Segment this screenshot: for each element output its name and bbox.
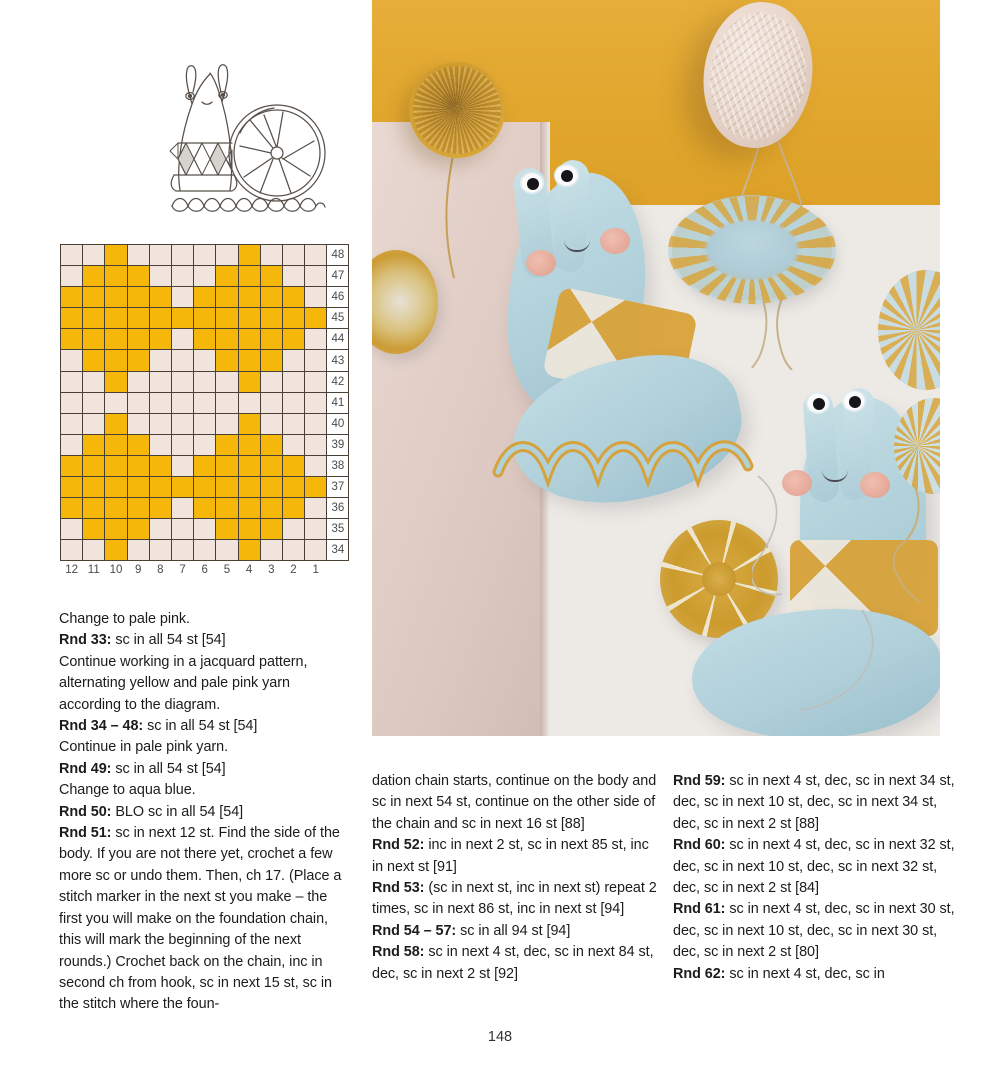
chart-cell bbox=[105, 266, 127, 287]
chart-row-label: 39 bbox=[327, 434, 349, 455]
chart-cell bbox=[194, 519, 216, 540]
chart-row bbox=[61, 287, 349, 308]
chart-cell bbox=[83, 392, 105, 413]
chart-cell bbox=[194, 350, 216, 371]
chart-cell bbox=[260, 434, 282, 455]
round-body: BLO sc in all 54 [54] bbox=[111, 803, 244, 820]
chart-cell bbox=[216, 434, 238, 455]
chart-cell bbox=[105, 498, 127, 519]
snail-1-left-cheek bbox=[526, 250, 556, 276]
round-label: Rnd 60: bbox=[673, 837, 726, 854]
chart-cell bbox=[260, 540, 282, 561]
round-label: Rnd 58: bbox=[372, 944, 425, 961]
chart-cell bbox=[83, 498, 105, 519]
chart-row bbox=[61, 329, 349, 350]
chart-cell bbox=[127, 308, 149, 329]
chart-cell bbox=[61, 540, 83, 561]
chart-cell bbox=[238, 434, 260, 455]
chart-cell bbox=[305, 540, 327, 561]
instructions-column-left bbox=[59, 609, 351, 1016]
chart-cell bbox=[83, 308, 105, 329]
round-body: sc in all 54 st [54] bbox=[111, 760, 226, 777]
chart-cell bbox=[282, 266, 304, 287]
chart-cell bbox=[238, 392, 260, 413]
chart-cell bbox=[305, 350, 327, 371]
illustration-svg bbox=[152, 58, 342, 223]
chart-cell bbox=[171, 266, 193, 287]
chart-cell bbox=[216, 392, 238, 413]
chart-cell bbox=[216, 413, 238, 434]
chart-cell bbox=[105, 392, 127, 413]
chart-cell bbox=[216, 477, 238, 498]
chart-cell bbox=[260, 329, 282, 350]
chart-cell bbox=[149, 413, 171, 434]
chart-row-label: 34 bbox=[327, 540, 349, 561]
chart-cell bbox=[260, 477, 282, 498]
chart-cell bbox=[260, 519, 282, 540]
chart-row-label: 35 bbox=[327, 519, 349, 540]
round-label: Rnd 49: bbox=[59, 760, 112, 777]
chart-cell bbox=[260, 455, 282, 476]
chart-row-label: 36 bbox=[327, 498, 349, 519]
chart-column-label: 4 bbox=[245, 564, 253, 577]
chart-cell bbox=[105, 540, 127, 561]
chart-column-label: 10 bbox=[109, 564, 123, 577]
chart-cell bbox=[305, 392, 327, 413]
chart-row bbox=[61, 266, 349, 287]
chart-cell bbox=[305, 266, 327, 287]
chart-cell bbox=[260, 266, 282, 287]
chart-row bbox=[61, 519, 349, 540]
instruction-text: dation chain starts, continue on the body and sc in next 54 st, continue on the other side of the chain and sc in next 16 st [88] bbox=[372, 773, 657, 832]
chart-cell bbox=[305, 498, 327, 519]
round-instruction bbox=[372, 878, 660, 921]
chart-cell bbox=[149, 392, 171, 413]
chart-cell bbox=[149, 245, 171, 266]
chart-cell bbox=[282, 392, 304, 413]
chart-cell bbox=[127, 266, 149, 287]
chart-column-label: 7 bbox=[179, 564, 186, 577]
chart-cell bbox=[61, 413, 83, 434]
chart-cell bbox=[305, 245, 327, 266]
chart-cell bbox=[83, 371, 105, 392]
chart-cell bbox=[127, 540, 149, 561]
round-body: sc in next 4 st, dec, sc in next 32 st, dec, sc in next 10 st, dec, sc in next 32 st, dec, sc in next 2 st [84] bbox=[673, 837, 955, 897]
instructions-column-middle bbox=[372, 771, 660, 985]
chart-cell bbox=[260, 287, 282, 308]
round-label: Rnd 59: bbox=[673, 773, 726, 789]
chart-cell bbox=[127, 371, 149, 392]
chart-cell bbox=[83, 350, 105, 371]
round-body: sc in all 54 st [54] bbox=[143, 718, 258, 735]
chart-cell bbox=[127, 498, 149, 519]
yarn-thread-mustard bbox=[432, 150, 472, 270]
chart-cell bbox=[83, 287, 105, 308]
chart-cell bbox=[260, 392, 282, 413]
chart-cell bbox=[127, 350, 149, 371]
chart-cell bbox=[105, 371, 127, 392]
chart-cell bbox=[105, 308, 127, 329]
chart-cell bbox=[238, 455, 260, 476]
chart-cell bbox=[238, 477, 260, 498]
round-instruction bbox=[673, 899, 960, 963]
chart-cell bbox=[216, 308, 238, 329]
chart-cell bbox=[194, 498, 216, 519]
chart-cell bbox=[282, 329, 304, 350]
chart-cell bbox=[238, 308, 260, 329]
crochet-snail-toys-photo bbox=[372, 0, 940, 736]
chart-cell bbox=[216, 519, 238, 540]
chart-cell bbox=[127, 329, 149, 350]
chart-row bbox=[61, 245, 349, 266]
chart-cell bbox=[216, 287, 238, 308]
chart-cell bbox=[105, 477, 127, 498]
chart-cell bbox=[127, 392, 149, 413]
chart-column-label: 9 bbox=[134, 564, 142, 577]
chart-cell bbox=[305, 287, 327, 308]
chart-cell bbox=[149, 329, 171, 350]
chart-cell bbox=[149, 434, 171, 455]
chart-cell bbox=[105, 245, 127, 266]
chart-cell bbox=[61, 371, 83, 392]
mustard-yarn-ball bbox=[409, 62, 505, 158]
chart-cell bbox=[83, 266, 105, 287]
chart-cell bbox=[83, 519, 105, 540]
chart-row-label: 44 bbox=[327, 329, 349, 350]
chart-cell bbox=[282, 477, 304, 498]
chart-cell bbox=[149, 371, 171, 392]
chart-cell bbox=[171, 392, 193, 413]
chart-column-label: 12 bbox=[65, 564, 78, 577]
chart-row-label: 42 bbox=[327, 371, 349, 392]
chart-row-label: 47 bbox=[327, 266, 349, 287]
chart-cell bbox=[282, 455, 304, 476]
chart-cell bbox=[149, 540, 171, 561]
chart-column-label: 1 bbox=[312, 564, 319, 577]
chart-row bbox=[61, 392, 349, 413]
round-label: Rnd 53: bbox=[372, 880, 425, 897]
chart-cell bbox=[61, 308, 83, 329]
chart-cell bbox=[83, 540, 105, 561]
instructions-column-right bbox=[673, 771, 960, 985]
chart-cell bbox=[105, 350, 127, 371]
chart-cell bbox=[305, 329, 327, 350]
chart-cell bbox=[83, 245, 105, 266]
round-body: inc in next 2 st, sc in next 85 st, inc in next st [91] bbox=[372, 837, 649, 875]
chart-cell bbox=[105, 329, 127, 350]
round-instruction bbox=[59, 802, 351, 823]
chart-cell bbox=[171, 287, 193, 308]
chart-cell bbox=[216, 329, 238, 350]
round-body: sc in next 12 st. Find the side of the body. If you are not there yet, crochet a few more sc or undo them. Then, ch 17. (Place a stitch marker in the next st you make – the first you will make on the foundation chain, this will mark the beginning of the next rounds.) Crochet back on the chain, inc in second ch from hook, sc in next 15 st, sc in the stitch where the foun- bbox=[59, 825, 342, 1013]
chart-cell bbox=[83, 413, 105, 434]
round-instruction bbox=[59, 823, 351, 1016]
chart-cell bbox=[238, 540, 260, 561]
round-instruction bbox=[673, 964, 960, 985]
chart-cell bbox=[194, 287, 216, 308]
chart-cell bbox=[105, 455, 127, 476]
chart-cell bbox=[194, 266, 216, 287]
chart-cell bbox=[127, 519, 149, 540]
jacquard-colourwork-chart bbox=[60, 244, 349, 583]
chart-cell bbox=[149, 308, 171, 329]
round-label: Rnd 54 – 57: bbox=[372, 922, 457, 939]
chart-cell bbox=[282, 350, 304, 371]
round-body: sc in next 4 st, dec, sc in next 30 st, dec, sc in next 10 st, dec, sc in next 30 st, dec, sc in next 2 st [80] bbox=[673, 901, 955, 961]
chart-cell bbox=[216, 266, 238, 287]
chart-cell bbox=[83, 329, 105, 350]
chart-cell bbox=[305, 434, 327, 455]
chart-row bbox=[61, 455, 349, 476]
chart-cell bbox=[194, 455, 216, 476]
chart-column-labels bbox=[61, 561, 349, 583]
round-body: sc in all 54 st [54] bbox=[111, 632, 226, 649]
chart-cell bbox=[238, 519, 260, 540]
round-body: (sc in next st, inc in next st) repeat 2 times, sc in next 86 st, inc in next st [94] bbox=[372, 880, 657, 918]
chart-cell bbox=[260, 498, 282, 519]
chart-cell bbox=[238, 413, 260, 434]
chart-cell bbox=[105, 413, 127, 434]
chart-cell bbox=[171, 434, 193, 455]
chart-row-label: 41 bbox=[327, 392, 349, 413]
chart-cell bbox=[238, 329, 260, 350]
chart-cell bbox=[61, 245, 83, 266]
chart-cell bbox=[171, 245, 193, 266]
chart-cell bbox=[238, 498, 260, 519]
chart-cell bbox=[282, 519, 304, 540]
round-label: Rnd 51: bbox=[59, 825, 112, 842]
chart-cell bbox=[194, 245, 216, 266]
chart-row bbox=[61, 540, 349, 561]
chart-cell bbox=[61, 498, 83, 519]
chart-cell bbox=[238, 350, 260, 371]
chart-cell bbox=[282, 434, 304, 455]
snail-1-right-cheek bbox=[600, 228, 630, 254]
chart-cell bbox=[238, 266, 260, 287]
chart-cell bbox=[216, 540, 238, 561]
round-label: Rnd 50: bbox=[59, 803, 112, 820]
chart-cell bbox=[61, 287, 83, 308]
round-body: sc in next 4 st, dec, sc in bbox=[725, 965, 885, 982]
chart-cell bbox=[194, 308, 216, 329]
chart-cell bbox=[171, 498, 193, 519]
chart-cell bbox=[83, 477, 105, 498]
chart-cell bbox=[282, 498, 304, 519]
chart-cell bbox=[171, 371, 193, 392]
chart-cell bbox=[194, 540, 216, 561]
chart-cell bbox=[171, 519, 193, 540]
snail-2-left-pupil bbox=[813, 398, 825, 410]
round-body: sc in next 4 st, dec, sc in next 84 st, dec, sc in next 2 st [92] bbox=[372, 944, 654, 982]
chart-cell bbox=[260, 245, 282, 266]
chart-cell bbox=[216, 350, 238, 371]
chart-cell bbox=[305, 519, 327, 540]
chart-cell bbox=[83, 434, 105, 455]
chart-row-label: 45 bbox=[327, 308, 349, 329]
chart-row bbox=[61, 413, 349, 434]
chart-cell bbox=[105, 287, 127, 308]
chart-cell bbox=[194, 434, 216, 455]
chart-cell bbox=[238, 371, 260, 392]
chart-cell bbox=[194, 413, 216, 434]
chart-cell bbox=[171, 413, 193, 434]
round-label: Rnd 33: bbox=[59, 632, 112, 649]
chart-cell bbox=[149, 455, 171, 476]
chart-column-label: 2 bbox=[290, 564, 297, 577]
chart-cell bbox=[305, 308, 327, 329]
chart-cell bbox=[282, 308, 304, 329]
chart-cell bbox=[149, 266, 171, 287]
chart-row-label: 48 bbox=[327, 245, 349, 266]
chart-cell bbox=[305, 371, 327, 392]
lemon-slice-center bbox=[702, 562, 736, 596]
instruction-text: Continue working in a jacquard pattern, alternating yellow and pale pink yarn according to the diagram. bbox=[59, 653, 308, 713]
chart-cell bbox=[149, 287, 171, 308]
chart-row bbox=[61, 498, 349, 519]
chart-cell bbox=[61, 455, 83, 476]
chart-cell bbox=[171, 329, 193, 350]
chart-grid bbox=[60, 244, 349, 583]
chart-cell bbox=[194, 477, 216, 498]
snail-1-right-pupil bbox=[561, 170, 573, 182]
chart-cell bbox=[61, 477, 83, 498]
chart-cell bbox=[260, 413, 282, 434]
chart-row-label: 38 bbox=[327, 455, 349, 476]
round-instruction bbox=[59, 630, 351, 651]
round-label: Rnd 62: bbox=[673, 965, 726, 982]
chart-cell bbox=[61, 329, 83, 350]
round-instruction bbox=[59, 716, 351, 737]
chart-cell bbox=[305, 413, 327, 434]
chart-cell bbox=[238, 287, 260, 308]
chart-column-label: 11 bbox=[87, 564, 100, 577]
chart-cell bbox=[149, 519, 171, 540]
chart-cell bbox=[127, 455, 149, 476]
round-body: sc in next 4 st, dec, sc in next 34 st, dec, sc in next 10 st, dec, sc in next 34 st, dec, sc in next 2 st [88] bbox=[673, 773, 955, 832]
round-body: sc in all 94 st [94] bbox=[456, 922, 571, 939]
chart-row bbox=[61, 350, 349, 371]
chart-column-label: 3 bbox=[268, 564, 275, 577]
chart-cell bbox=[305, 477, 327, 498]
round-instruction bbox=[59, 759, 351, 780]
chart-cell bbox=[61, 519, 83, 540]
chart-cell bbox=[282, 287, 304, 308]
chart-column-label: 5 bbox=[223, 564, 231, 577]
chart-cell bbox=[282, 245, 304, 266]
chart-cell bbox=[282, 540, 304, 561]
chart-cell bbox=[127, 477, 149, 498]
crochet-ruffled-shell-top-ruffle bbox=[668, 196, 836, 304]
chart-row bbox=[61, 308, 349, 329]
chart-row bbox=[61, 477, 349, 498]
snail-1-left-pupil bbox=[527, 178, 539, 190]
chart-cell bbox=[127, 434, 149, 455]
instruction-text: Change to pale pink. bbox=[59, 611, 191, 627]
round-label: Rnd 34 – 48: bbox=[59, 718, 144, 735]
chart-cell bbox=[127, 287, 149, 308]
round-instruction bbox=[372, 921, 660, 942]
chart-cell bbox=[171, 308, 193, 329]
chart-cell bbox=[127, 245, 149, 266]
chart-cell bbox=[305, 455, 327, 476]
chart-cell bbox=[260, 308, 282, 329]
chart-cell bbox=[194, 392, 216, 413]
round-label: Rnd 61: bbox=[673, 901, 726, 918]
round-instruction bbox=[673, 771, 960, 835]
chart-row-label: 37 bbox=[327, 477, 349, 498]
snail-toy-line-drawing-illustration bbox=[152, 58, 342, 223]
chart-cell bbox=[238, 245, 260, 266]
chart-row bbox=[61, 371, 349, 392]
chart-cell bbox=[260, 350, 282, 371]
snail-1-ruffle bbox=[492, 420, 772, 492]
chart-cell bbox=[171, 540, 193, 561]
instruction-text: Change to aqua blue. bbox=[59, 782, 196, 799]
page-number: 148 bbox=[487, 1029, 513, 1045]
chart-row-label: 46 bbox=[327, 287, 349, 308]
round-label: Rnd 52: bbox=[372, 837, 425, 854]
chart-cell bbox=[127, 413, 149, 434]
chart-cell bbox=[194, 329, 216, 350]
chart-cell bbox=[216, 455, 238, 476]
chart-cell bbox=[194, 371, 216, 392]
chart-cell bbox=[171, 455, 193, 476]
chart-cell bbox=[171, 477, 193, 498]
chart-cell bbox=[105, 434, 127, 455]
chart-cell bbox=[282, 413, 304, 434]
chart-cell bbox=[83, 455, 105, 476]
chart-column-label: 6 bbox=[201, 564, 208, 577]
loose-threads bbox=[752, 470, 940, 720]
chart-cell bbox=[260, 371, 282, 392]
instruction-text: Continue in pale pink yarn. bbox=[59, 739, 229, 756]
chart-cell bbox=[149, 350, 171, 371]
chart-column-label: 8 bbox=[157, 564, 164, 577]
round-instruction bbox=[372, 942, 660, 985]
chart-cell bbox=[149, 477, 171, 498]
chart-cell bbox=[282, 371, 304, 392]
chart-cell bbox=[216, 245, 238, 266]
round-instruction bbox=[673, 835, 960, 899]
chart-cell bbox=[61, 350, 83, 371]
chart-cell bbox=[105, 519, 127, 540]
chart-row-label: 40 bbox=[327, 413, 349, 434]
chart-cell bbox=[171, 350, 193, 371]
chart-row-label: 43 bbox=[327, 350, 349, 371]
chart-cell bbox=[216, 371, 238, 392]
chart-cell bbox=[61, 392, 83, 413]
snail-2-right-pupil bbox=[849, 396, 861, 408]
chart-cell bbox=[216, 498, 238, 519]
chart-cell bbox=[149, 498, 171, 519]
chart-cell bbox=[61, 434, 83, 455]
chart-cell bbox=[61, 266, 83, 287]
round-instruction bbox=[372, 835, 660, 878]
chart-row bbox=[61, 434, 349, 455]
